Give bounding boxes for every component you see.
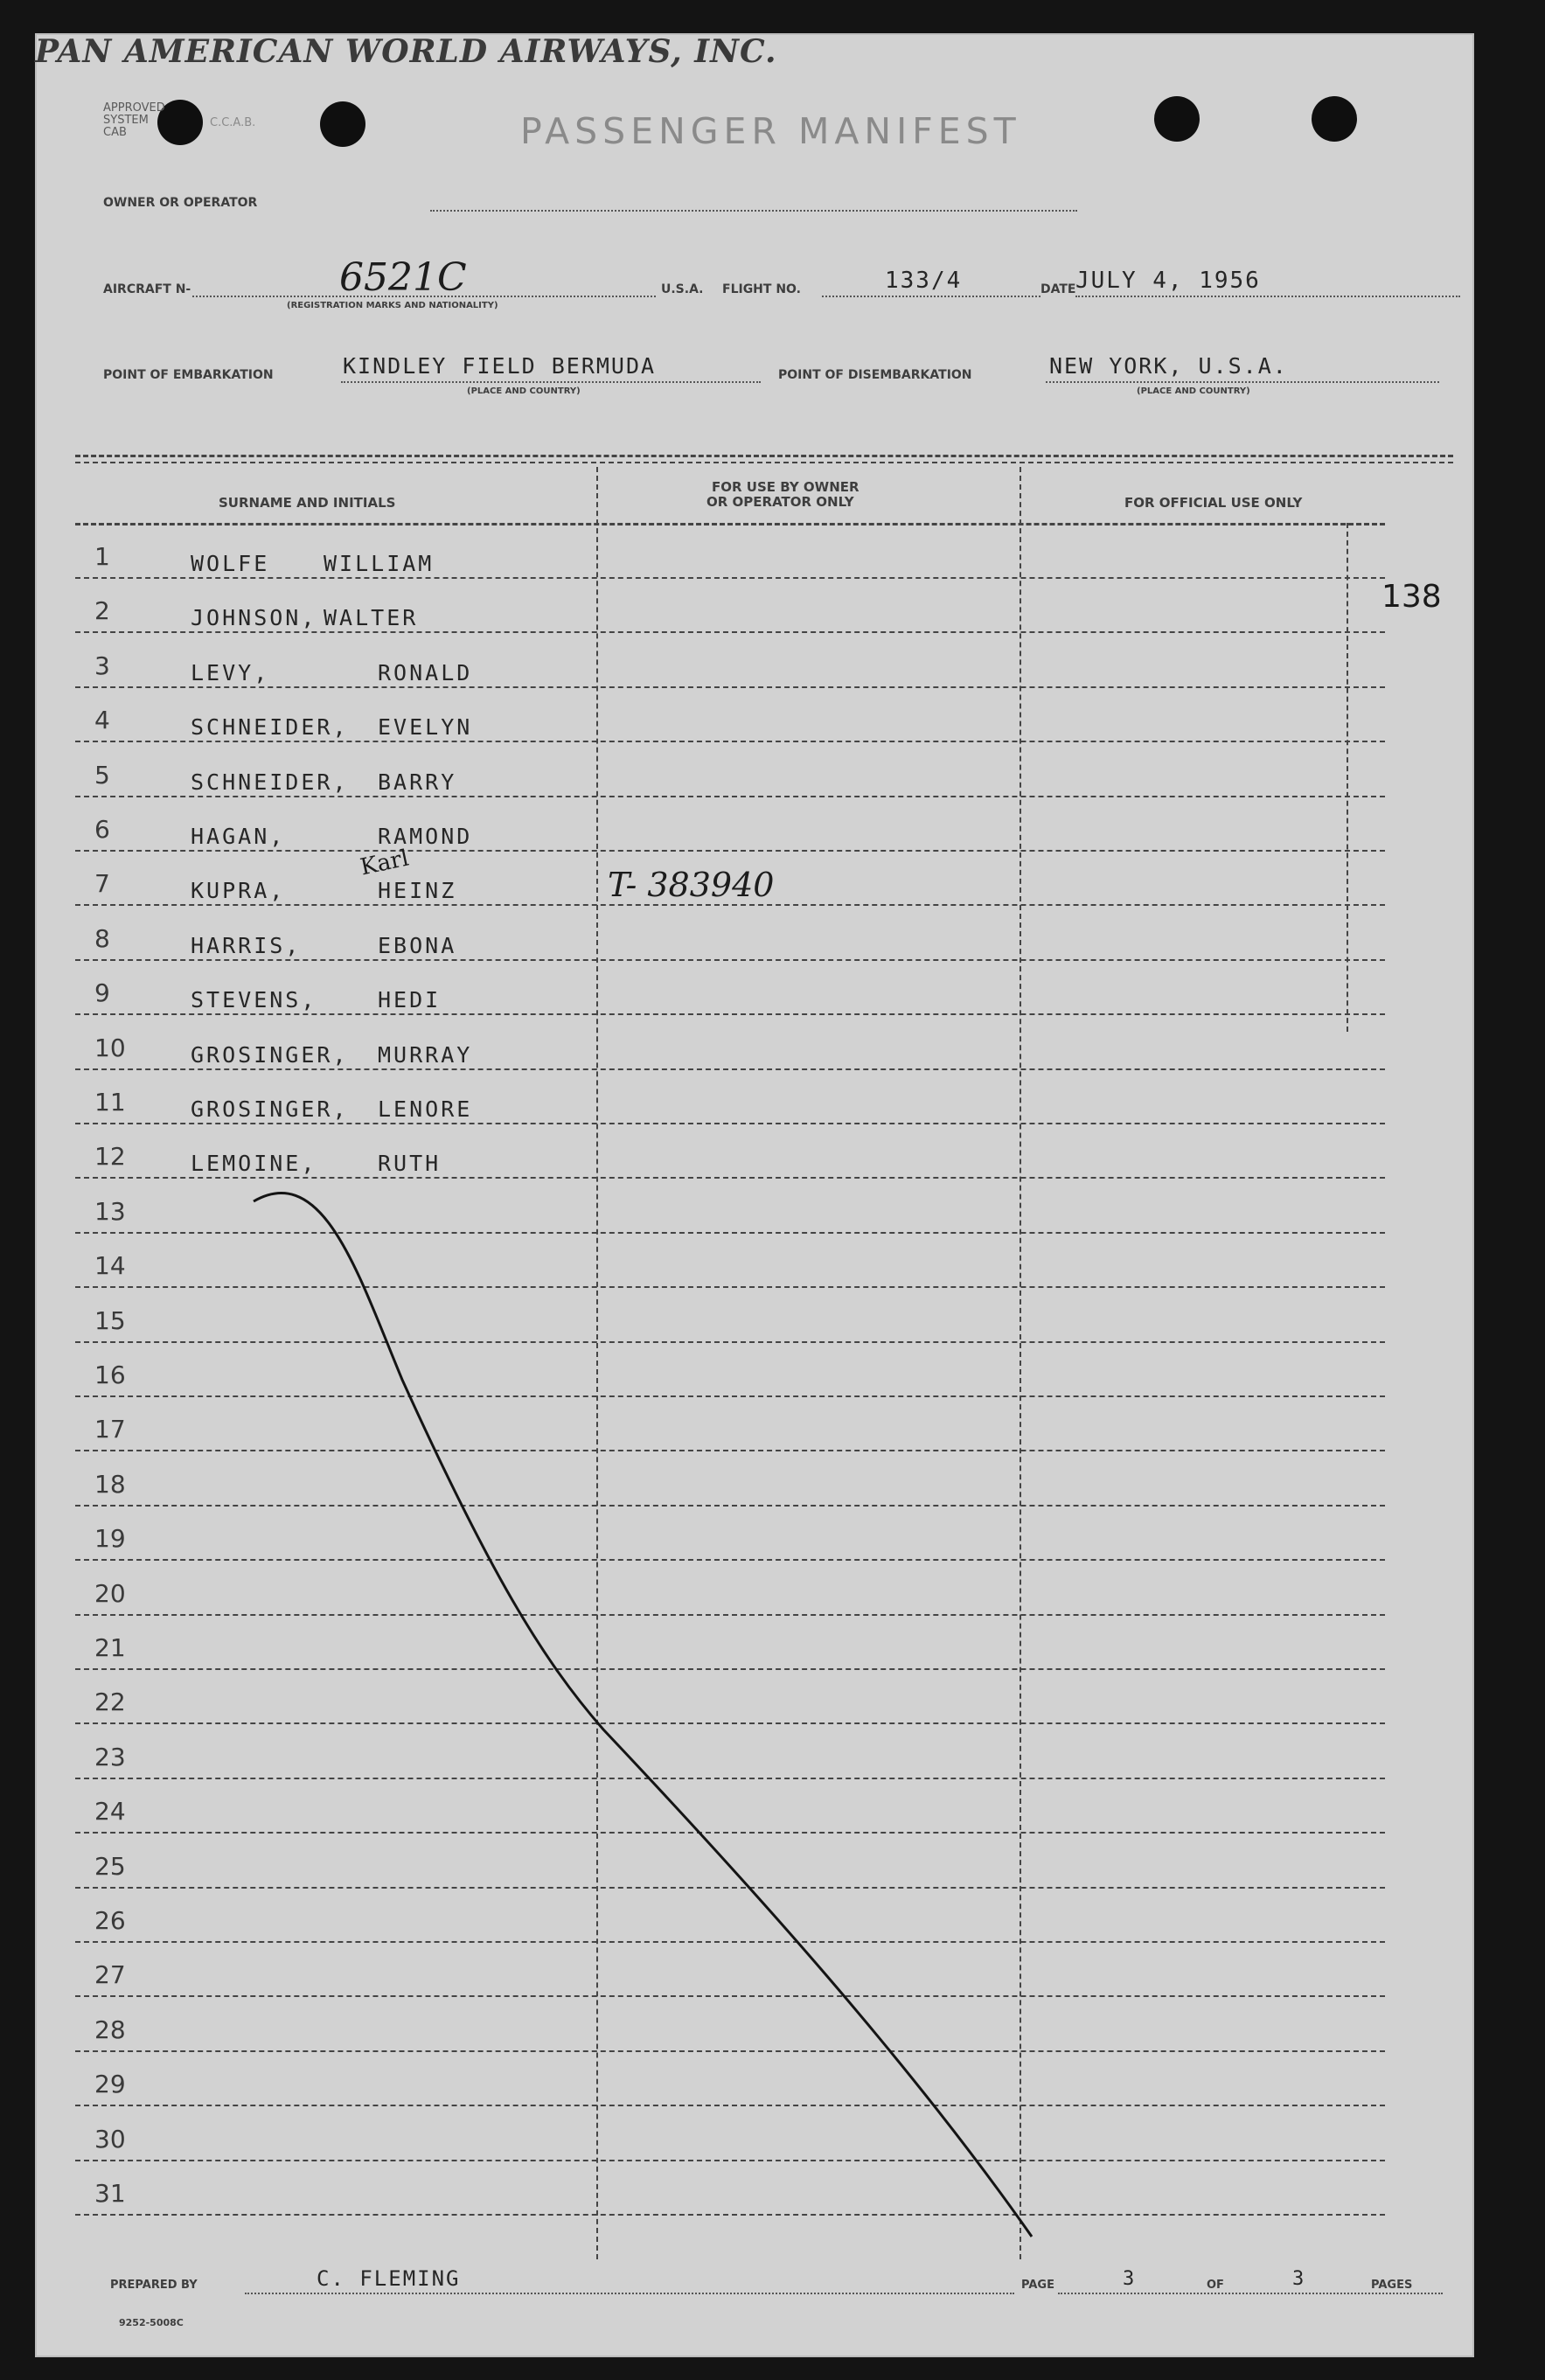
page-title: PASSENGER MANIFEST [520,110,1021,152]
passenger-given-name: EVELYN [378,714,473,740]
passenger-given-name: EBONA [378,933,457,958]
passenger-surname: SCHNEIDER, [191,769,349,795]
passenger-surname: JOHNSON, [191,605,317,630]
row-number: 26 [94,1906,126,1935]
date-value: JULY 4, 1956 [1075,268,1261,294]
aircraft-value: 6521C [339,255,467,300]
cross-out-stroke [35,33,1474,2357]
row-number: 17 [94,1415,126,1444]
row-number: 20 [94,1579,126,1608]
embark-label: POINT OF EMBARKATION [103,368,274,382]
passenger-surname: KUPRA, [191,878,286,903]
of-value: 3 [1292,2268,1306,2290]
margin-note: 138 [1381,579,1442,615]
embark-value: KINDLEY FIELD BERMUDA [343,353,657,379]
prepared-underline [245,2293,1014,2294]
approval-line: C.C.A.B. [210,116,256,129]
row-number: 23 [94,1743,126,1771]
prepared-label: PREPARED BY [110,2279,198,2292]
passenger-given-name: WALTER [324,605,419,630]
of-label: OF [1207,2279,1224,2292]
passenger-surname: WOLFE [191,551,270,576]
row-number: 21 [94,1633,126,1662]
handwritten-given-name: Karl [358,845,412,881]
passenger-surname: STEVENS, [191,987,317,1013]
passenger-surname: HARRIS, [191,933,302,958]
date-label: DATE [1040,282,1076,296]
row-number: 13 [94,1197,126,1226]
row-number: 12 [94,1142,126,1171]
passenger-given-name: HEINZ [378,878,457,903]
passenger-given-name: LENORE [378,1096,473,1122]
embark-sublabel: (PLACE AND COUNTRY) [467,386,581,396]
owner-note: T- 383940 [608,866,775,904]
passenger-given-name: RUTH [378,1151,442,1176]
row-number: 2 [94,596,110,625]
passenger-given-name: RONALD [378,660,473,685]
row-number: 16 [94,1360,126,1389]
row-number: 22 [94,1688,126,1716]
form-number: 9252-5008C [119,2317,184,2328]
aircraft-label: AIRCRAFT N- [103,282,191,296]
col-names-header: SURNAME AND INITIALS [219,495,396,511]
owner-label: OWNER OR OPERATOR [103,196,258,210]
page-value: 3 [1123,2268,1137,2290]
col-owner-header: OR OPERATOR ONLY [706,494,854,510]
disembark-label: POINT OF DISEMBARKATION [778,368,972,382]
row-number: 31 [94,2179,126,2208]
row-number: 8 [94,924,110,953]
aircraft-sublabel: (REGISTRATION MARKS AND NATIONALITY) [287,301,498,310]
passenger-given-name: MURRAY [378,1042,473,1068]
col-owner-header: FOR USE BY OWNER [712,479,859,495]
row-number: 15 [94,1306,126,1335]
row-number: 19 [94,1524,126,1553]
manifest-sheet [35,33,1474,2357]
passenger-given-name: WILLIAM [324,551,435,576]
row-number: 29 [94,2070,126,2098]
passenger-given-name: BARRY [378,769,457,795]
row-number: 1 [94,542,110,571]
approval-line: SYSTEM [103,114,149,127]
row-number: 3 [94,651,110,680]
pages-label: PAGES [1371,2279,1413,2292]
row-number: 9 [94,978,110,1007]
prepared-value: C. FLEMING [317,2266,461,2291]
flight-label: FLIGHT NO. [722,282,801,296]
row-number: 28 [94,2015,126,2044]
disembark-sublabel: (PLACE AND COUNTRY) [1137,386,1250,396]
row-number: 18 [94,1470,126,1499]
row-number: 5 [94,761,110,790]
owner-value: PAN AMERICAN WORLD AIRWAYS, INC. [35,33,777,70]
passenger-given-name: HEDI [378,987,442,1013]
approval-line: APPROVED [103,101,165,115]
approval-line: CAB [103,126,127,139]
passenger-surname: HAGAN, [191,824,286,849]
passenger-surname: SCHNEIDER, [191,714,349,740]
passenger-given-name: RAMOND [378,824,473,849]
passenger-surname: LEMOINE, [191,1151,317,1176]
passenger-surname: GROSINGER, [191,1096,349,1122]
row-number: 10 [94,1033,126,1062]
col-official-header: FOR OFFICIAL USE ONLY [1124,495,1303,511]
page-label: PAGE [1021,2279,1054,2292]
usa-label: U.S.A. [661,282,704,296]
row-number: 24 [94,1797,126,1826]
page-underline [1058,2293,1443,2294]
row-number: 30 [94,2125,126,2154]
flight-value: 133/4 [885,268,963,294]
passenger-surname: LEVY, [191,660,270,685]
row-number: 14 [94,1251,126,1280]
row-number: 11 [94,1088,126,1117]
row-number: 25 [94,1852,126,1881]
disembark-value: NEW YORK, U.S.A. [1049,353,1288,379]
passenger-surname: GROSINGER, [191,1042,349,1068]
row-number: 6 [94,815,110,844]
row-number: 7 [94,869,110,898]
row-number: 4 [94,706,110,734]
row-number: 27 [94,1960,126,1989]
